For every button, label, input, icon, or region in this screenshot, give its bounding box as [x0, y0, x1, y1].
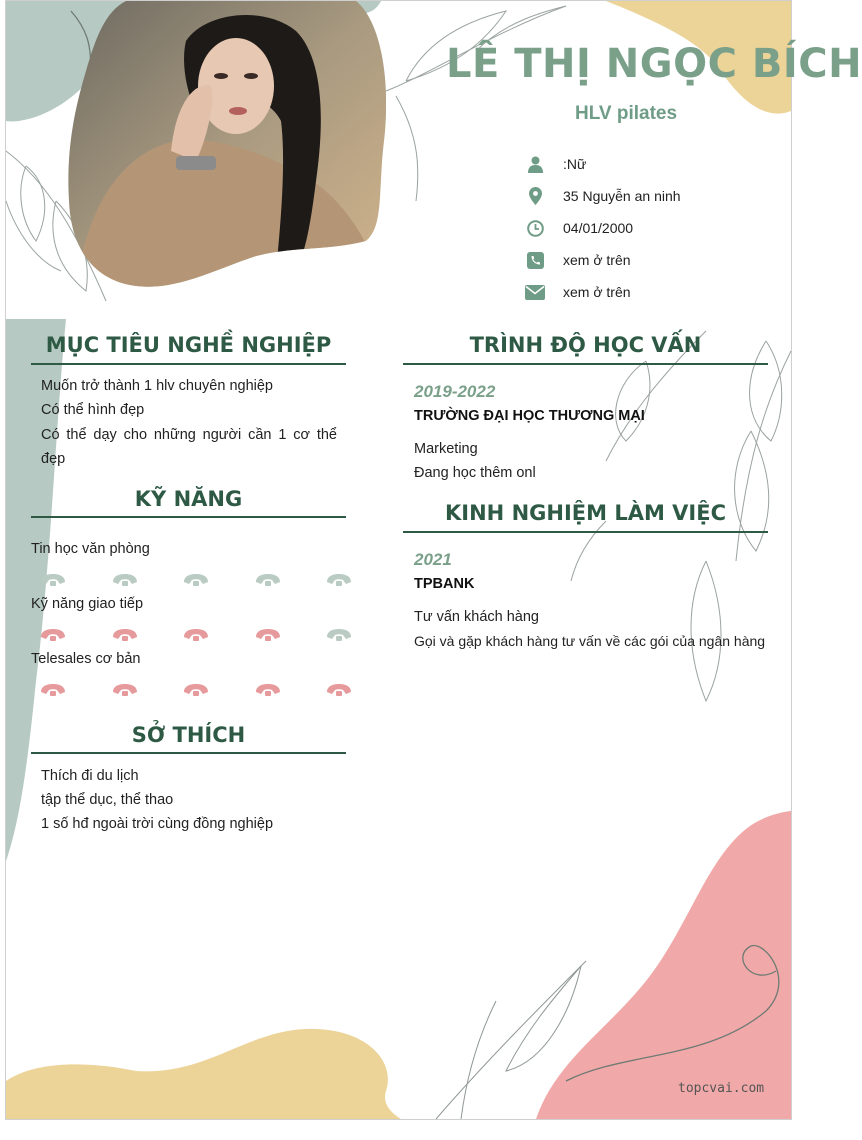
rating-filled-icon [111, 628, 135, 642]
education-note: Đang học thêm onl [414, 465, 536, 481]
skill-name: Telesales cơ bản [31, 651, 141, 667]
hobby-item: 1 số hđ ngoài trời cùng đồng nghiệp [41, 816, 274, 832]
rating-empty-icon [325, 573, 349, 587]
user-icon [526, 155, 544, 173]
experience-title: KINH NGHIỆM LÀM VIỆC [445, 501, 726, 525]
education-year: 2019-2022 [414, 382, 496, 401]
rating-filled-icon [111, 683, 135, 697]
rating-filled-icon [182, 683, 206, 697]
contact-phone [526, 249, 631, 271]
rating-filled-icon [182, 628, 206, 642]
skill-rating [39, 573, 349, 587]
bottom-pink-blob [536, 811, 791, 1119]
contact-email-text: xem ở trên [563, 284, 631, 300]
school-name: TRƯỜNG ĐẠI HỌC THƯƠNG MẠI [414, 408, 645, 424]
rating-filled-icon [39, 628, 63, 642]
candidate-name: LÊ THỊ NGỌC BÍCH [446, 41, 862, 87]
objective-divider [31, 363, 346, 365]
skill-rating [39, 628, 349, 642]
skill-name: Tin học văn phòng [31, 541, 150, 557]
experience-year: 2021 [414, 550, 452, 569]
cv-page [5, 0, 862, 1120]
rating-filled-icon [325, 683, 349, 697]
education-divider [403, 363, 768, 365]
rating-empty-icon [182, 573, 206, 587]
objective-line: Có thể dạy cho những người cần 1 cơ thể đẹp [41, 427, 337, 467]
objective-line: Có thể hình đẹp [41, 402, 145, 418]
hobby-item: tập thể dục, thể thao [41, 792, 174, 808]
education-major: Marketing [414, 441, 478, 457]
contact-birthday-text: 04/01/2000 [563, 220, 634, 236]
contact-gender-text: :Nữ [563, 156, 587, 172]
job-title: HLV pilates [574, 103, 678, 124]
job-role: Tư vấn khách hàng [414, 609, 539, 625]
skills-title: KỸ NĂNG [134, 487, 243, 511]
rating-filled-icon [254, 683, 278, 697]
experience-divider [403, 531, 768, 533]
objective-title: MỤC TIÊU NGHỀ NGHIỆP [45, 333, 332, 357]
hobbies-divider [31, 752, 346, 754]
location-pin-icon [526, 187, 544, 205]
rating-filled-icon [39, 683, 63, 697]
skills-divider [31, 516, 346, 518]
watermark: topcvai.com [678, 1081, 765, 1096]
phone-icon [526, 251, 544, 269]
envelope-icon [526, 283, 544, 301]
rating-empty-icon [39, 573, 63, 587]
contact-address [526, 185, 681, 207]
skill-rating [39, 683, 349, 697]
contact-phone-text: xem ở trên [563, 252, 631, 268]
contact-birthday [526, 217, 633, 239]
job-description: Gọi và gặp khách hàng tư vấn về các gói của ngân hàng [414, 633, 766, 649]
education-title: TRÌNH ĐỘ HỌC VẤN [469, 333, 702, 357]
rating-empty-icon [325, 628, 349, 642]
company-name: TPBANK [414, 576, 475, 592]
rating-empty-icon [111, 573, 135, 587]
clock-icon [526, 219, 544, 237]
contact-email [526, 281, 631, 303]
contact-gender [526, 153, 586, 175]
rating-filled-icon [254, 628, 278, 642]
objective-line: Muốn trở thành 1 hlv chuyên nghiệp [41, 378, 273, 394]
rating-empty-icon [254, 573, 278, 587]
hobbies-title: SỞ THÍCH [131, 723, 246, 747]
hobby-item: Thích đi du lịch [41, 768, 139, 784]
profile-photo [66, 1, 386, 291]
bottom-yellow-blob [6, 1029, 401, 1119]
skill-name: Kỹ năng giao tiếp [31, 596, 144, 612]
contact-address-text: 35 Nguyễn an ninh [563, 188, 681, 204]
